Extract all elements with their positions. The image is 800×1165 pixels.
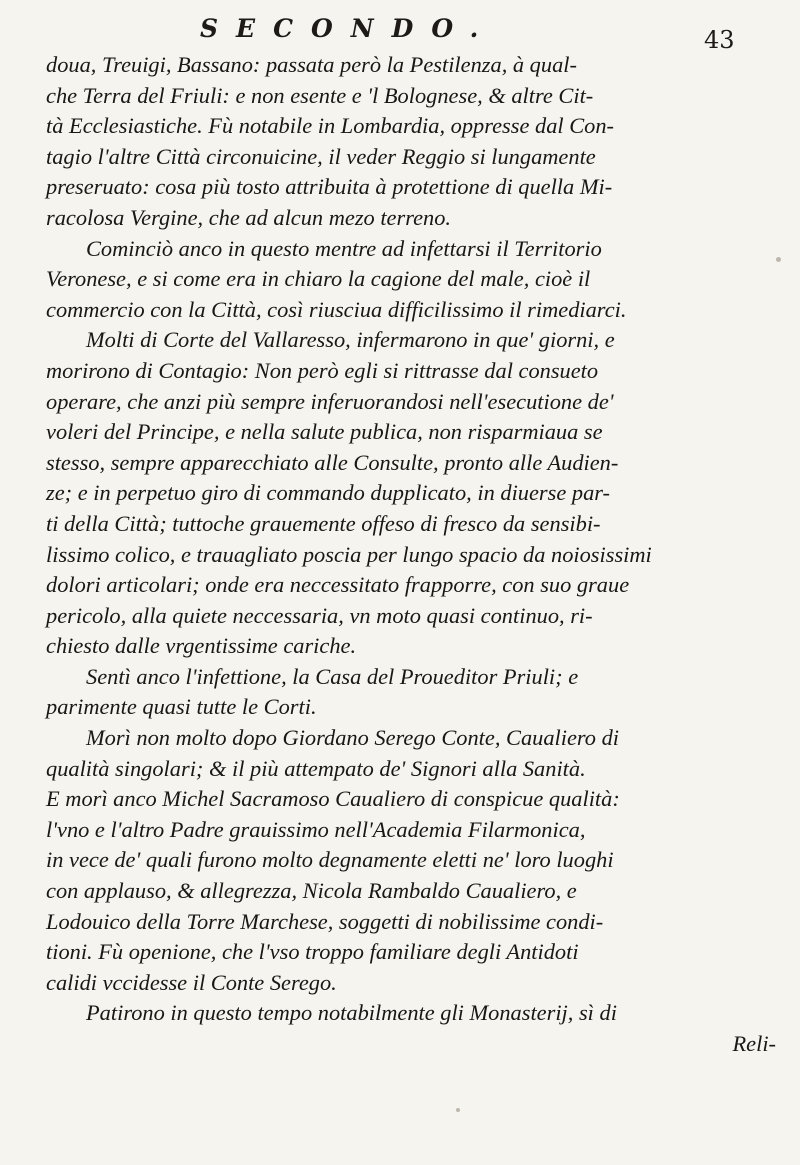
running-head: SECONDO. (200, 14, 497, 43)
text-line: qualità singolari; & il più attempato de' Signori alla Sanità. (46, 755, 586, 781)
paragraph-start-line: Molti di Corte del Vallaresso, infermarono in que' giorni, e (86, 327, 615, 353)
text-line: parimente quasi tutte le Corti. (46, 694, 317, 720)
body-text (46, 50, 776, 1060)
text-line: operare, che anzi più sempre inferuorandosi nell'esecutione de' (46, 388, 614, 414)
text-line: l'vno e l'altro Padre grauissimo nell'Academia Filarmonica, (46, 816, 586, 842)
text-line: Veronese, e si come era in chiaro la cagione del male, cioè il (46, 266, 591, 292)
text-line: ze; e in perpetuo giro di commando dupplicato, in diuerse par- (46, 480, 611, 506)
paper-spot (456, 1108, 460, 1112)
text-line: commercio con la Città, così riusciua difficilissimo il rimediarci. (46, 296, 627, 322)
paragraph-start-line: Sentì anco l'infettione, la Casa del Proueditor Priuli; e (86, 663, 579, 689)
paragraph-start-line: Morì non molto dopo Giordano Serego Conte, Caualiero di (86, 725, 620, 751)
text-line: lissimo colico, e trauagliato poscia per lungo spacio da noiosissimi (46, 541, 652, 567)
text-line: E morì anco Michel Sacramoso Caualiero di conspicue qualità: (46, 786, 620, 812)
text-line: tà Ecclesiastiche. Fù notabile in Lombardia, oppresse dal Con- (46, 113, 614, 139)
text-line: tagio l'altre Città circonuicine, il veder Reggio si lungamente (46, 143, 596, 169)
text-line: che Terra del Friuli: e non esente e 'l Bolognese, & altre Cit- (46, 82, 594, 108)
text-line: stesso, sempre apparecchiato alle Consulte, pronto alle Audien- (46, 449, 619, 475)
text-line: calidi vccidesse il Conte Serego. (46, 969, 337, 995)
text-line: con applauso, & allegrezza, Nicola Rambaldo Caualiero, e (46, 878, 577, 904)
text-line: preseruato: cosa più tosto attribuita à protettione di quella Mi- (46, 174, 613, 200)
text-line: Lodouico della Torre Marchese, soggetti di nobilissime condi- (46, 908, 604, 934)
text-line: tioni. Fù openione, che l'vso troppo familiare degli Antidoti (46, 939, 579, 965)
paragraph-start-line: Cominciò anco in questo mentre ad infettarsi il Territorio (86, 235, 602, 261)
text-line: morirono di Contagio: Non però egli si rittrasse dal consueto (46, 357, 599, 383)
paragraph-start-line: Patirono in questo tempo notabilmente gli Monasterij, sì di (86, 1000, 617, 1026)
text-line: racolosa Vergine, che ad alcun mezo terreno. (46, 204, 452, 230)
text-line: ti della Città; tuttoche grauemente offeso di fresco da sensibi- (46, 510, 601, 536)
text-line: doua, Treuigi, Bassano: passata però la Pestilenza, à qual- (46, 52, 577, 77)
paper-spot (776, 257, 781, 262)
text-line: dolori articolari; onde era neccessitato frapporre, con suo graue (46, 572, 630, 598)
text-line: chiesto dalle vrgentissime cariche. (46, 633, 357, 659)
text-line: pericolo, alla quiete neccessaria, vn moto quasi continuo, ri- (46, 602, 593, 628)
text-line: voleri del Principe, e nella salute publica, non risparmiaua se (46, 419, 603, 445)
text-line: in vece de' quali furono molto degnamente eletti ne' loro luoghi (46, 847, 614, 873)
catchword: Reli- (732, 1031, 776, 1056)
page-number: 43 (704, 26, 735, 54)
